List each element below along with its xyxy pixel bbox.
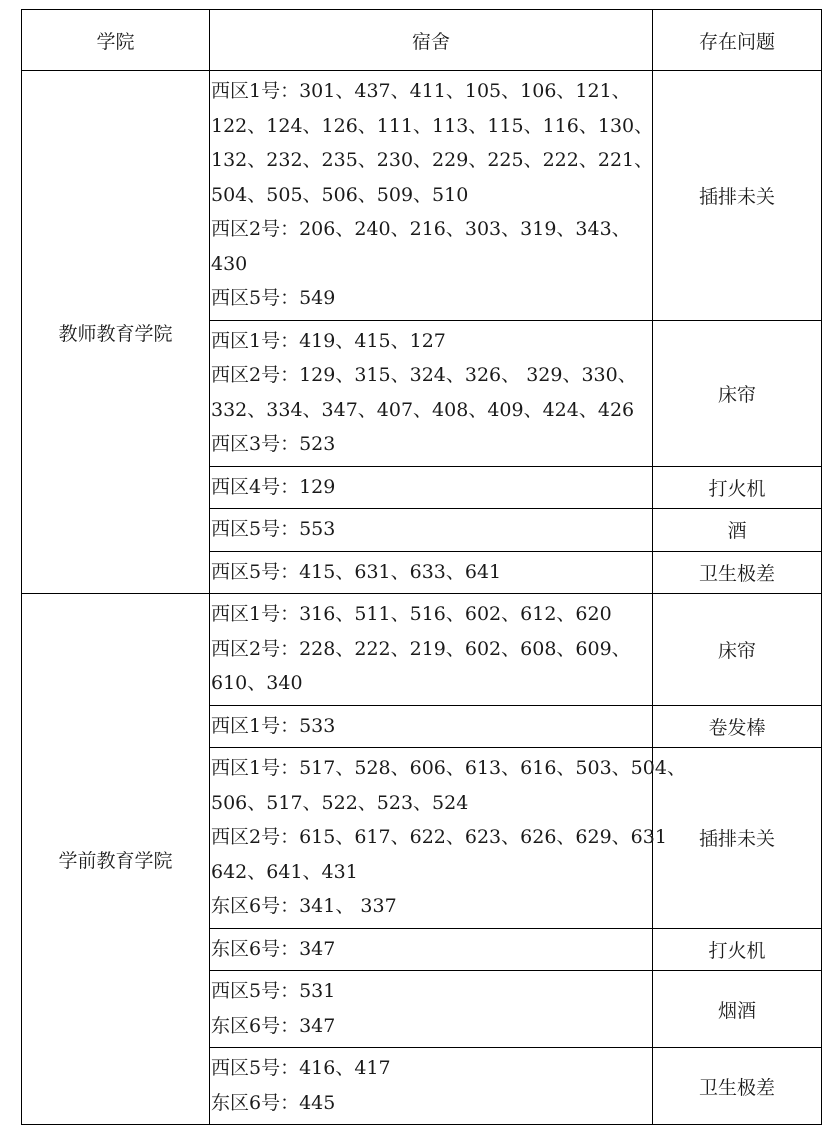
dorm-line: 西区5号：553 — [211, 518, 336, 540]
dorm-cell — [210, 551, 653, 594]
issue-cell: 插排未关 — [653, 748, 822, 929]
dorm-line: 506、517、522、523、524 — [211, 791, 469, 814]
dorm-line: 西区2号：228、222、219、602、608、609、 — [211, 637, 631, 660]
issue-cell: 烟酒 — [653, 971, 822, 1048]
dorm-cell — [210, 594, 653, 706]
dorm-cell — [210, 748, 686, 929]
dorm-line: 东区6号：341、 337 — [211, 895, 397, 917]
dorm-line: 西区1号：517、528、606、613、616、503、504、 — [211, 757, 686, 779]
dorm-line: 西区1号：533 — [211, 714, 336, 737]
table-row — [22, 594, 822, 706]
issue-cell: 卷发棒 — [653, 705, 822, 748]
dorm-cell — [210, 71, 653, 321]
issue-cell: 打火机 — [653, 928, 822, 971]
dorm-cell — [210, 971, 653, 1048]
dorm-line: 西区1号：419、415、127 — [211, 329, 446, 352]
dorm-line: 西区2号：615、617、622、623、626、629、631 — [211, 826, 667, 848]
dorm-cell — [210, 509, 653, 552]
dorm-line: 西区1号：301、437、411、105、106、121、 — [211, 80, 631, 102]
dorm-line: 332、334、347、407、408、409、424、426 — [211, 398, 635, 421]
dorm-line: 西区5号：549 — [211, 287, 336, 309]
issue-cell: 床帘 — [653, 320, 822, 466]
dorm-line: 430 — [211, 252, 248, 275]
header-college: 学院 — [22, 10, 210, 71]
header-dorm: 宿舍 — [210, 10, 653, 71]
dorm-line: 西区2号：206、240、216、303、319、343、 — [211, 218, 631, 240]
dorm-line: 西区5号：416、417 — [211, 1057, 391, 1079]
issue-cell: 插排未关 — [653, 71, 822, 321]
issue-cell: 卫生极差 — [653, 551, 822, 594]
issue-cell: 酒 — [653, 509, 822, 552]
dorm-line: 132、232、235、230、229、225、222、221、 — [211, 149, 654, 171]
college-cell: 学前教育学院 — [22, 594, 210, 1125]
college-cell: 教师教育学院 — [22, 71, 210, 594]
dorm-line: 西区1号：316、511、516、602、612、620 — [211, 603, 612, 625]
table-row — [22, 71, 822, 321]
dorm-cell — [210, 705, 653, 748]
dorm-cell — [210, 1048, 653, 1125]
dorm-line: 东区6号：347 — [211, 937, 336, 960]
dorm-line: 西区3号：523 — [211, 433, 336, 455]
dorm-line: 西区5号：531 — [211, 980, 336, 1002]
dorm-cell — [210, 320, 653, 466]
dorm-line: 西区2号：129、315、324、326、 329、330、 — [211, 364, 637, 386]
dorm-cell — [210, 928, 653, 971]
dorm-line: 504、505、506、509、510 — [211, 183, 469, 206]
dorm-line: 642、641、431 — [211, 860, 358, 883]
dorm-cell — [210, 466, 653, 509]
header-row — [22, 10, 822, 71]
issue-cell: 床帘 — [653, 594, 822, 706]
issue-cell: 卫生极差 — [653, 1048, 822, 1125]
header-issue: 存在问题 — [653, 10, 822, 71]
dorm-line: 东区6号：347 — [211, 1014, 336, 1037]
table-body — [22, 71, 822, 1125]
dorm-line: 西区5号：415、631、633、641 — [211, 560, 502, 583]
dorm-line: 122、124、126、111、113、115、116、130、 — [211, 114, 654, 137]
issue-cell: 打火机 — [653, 466, 822, 509]
dorm-line: 东区6号：445 — [211, 1091, 336, 1114]
dorm-line: 610、340 — [211, 672, 303, 694]
dorm-line: 西区4号：129 — [211, 475, 336, 498]
inspection-table — [21, 9, 822, 1125]
